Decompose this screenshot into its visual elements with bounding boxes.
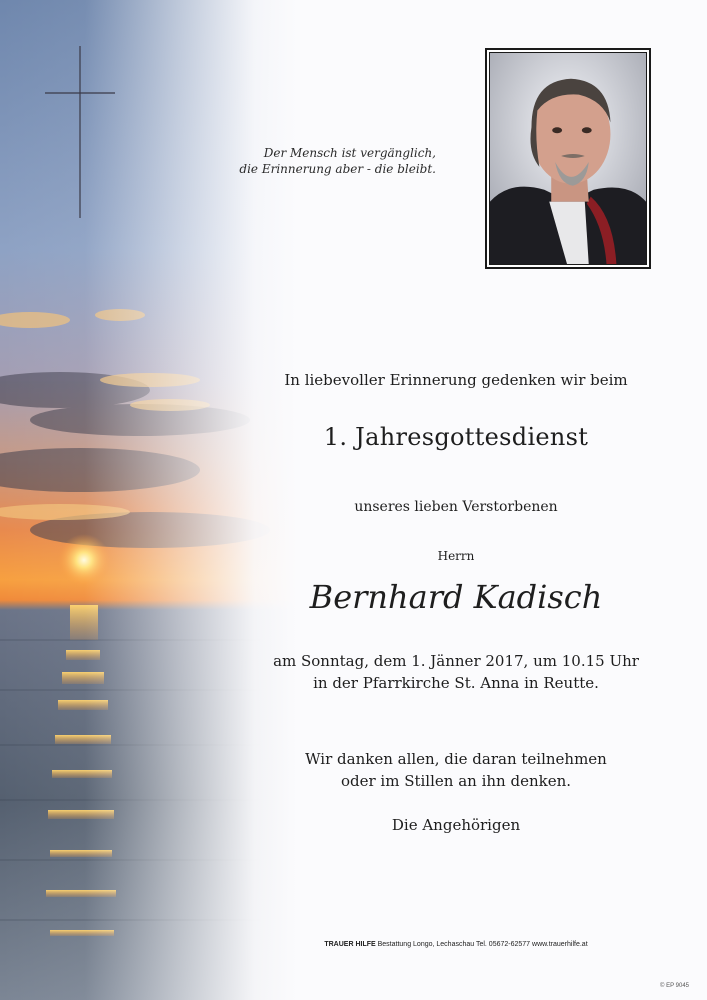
subtitle-text: unseres lieben Verstorbenen <box>354 499 558 515</box>
service-details <box>235 650 677 694</box>
memorial-quote <box>236 145 436 177</box>
details-line-1: am Sonntag, dem 1. Jänner 2017, um 10.15 Uhr <box>273 652 639 670</box>
signature-text: Die Angehörigen <box>391 816 521 834</box>
thanks-line-1: Wir danken allen, die daran teilnehmen <box>305 750 607 768</box>
portrait-frame <box>485 48 651 269</box>
footer <box>235 941 677 948</box>
portrait-photo <box>489 52 647 265</box>
quote-line-2: die Erinnerung aber - die bleibt. <box>239 162 436 176</box>
quote-line-1: Der Mensch ist vergänglich, <box>263 146 436 160</box>
cross-icon <box>45 46 115 218</box>
details-line-2: in der Pfarrkirche St. Anna in Reutte. <box>313 674 599 692</box>
copyright-text: © EP 9045 <box>660 983 689 989</box>
event-title: 1. Jahresgottesdienst <box>323 423 589 451</box>
footer-text: Bestattung Longo, Lechaschau Tel. 05672-62577 www.trauerhilfe.at <box>377 941 588 948</box>
salutation-text: Herrn <box>437 549 475 563</box>
intro-text: In liebevoller Erinnerung gedenken wir beim <box>284 371 628 389</box>
thanks-line-2: oder im Stillen an ihn denken. <box>340 772 572 790</box>
deceased-name: Bernhard Kadisch <box>309 578 603 616</box>
thanks-text <box>235 748 677 792</box>
footer-brand: TRAUER HILFE <box>324 941 376 948</box>
